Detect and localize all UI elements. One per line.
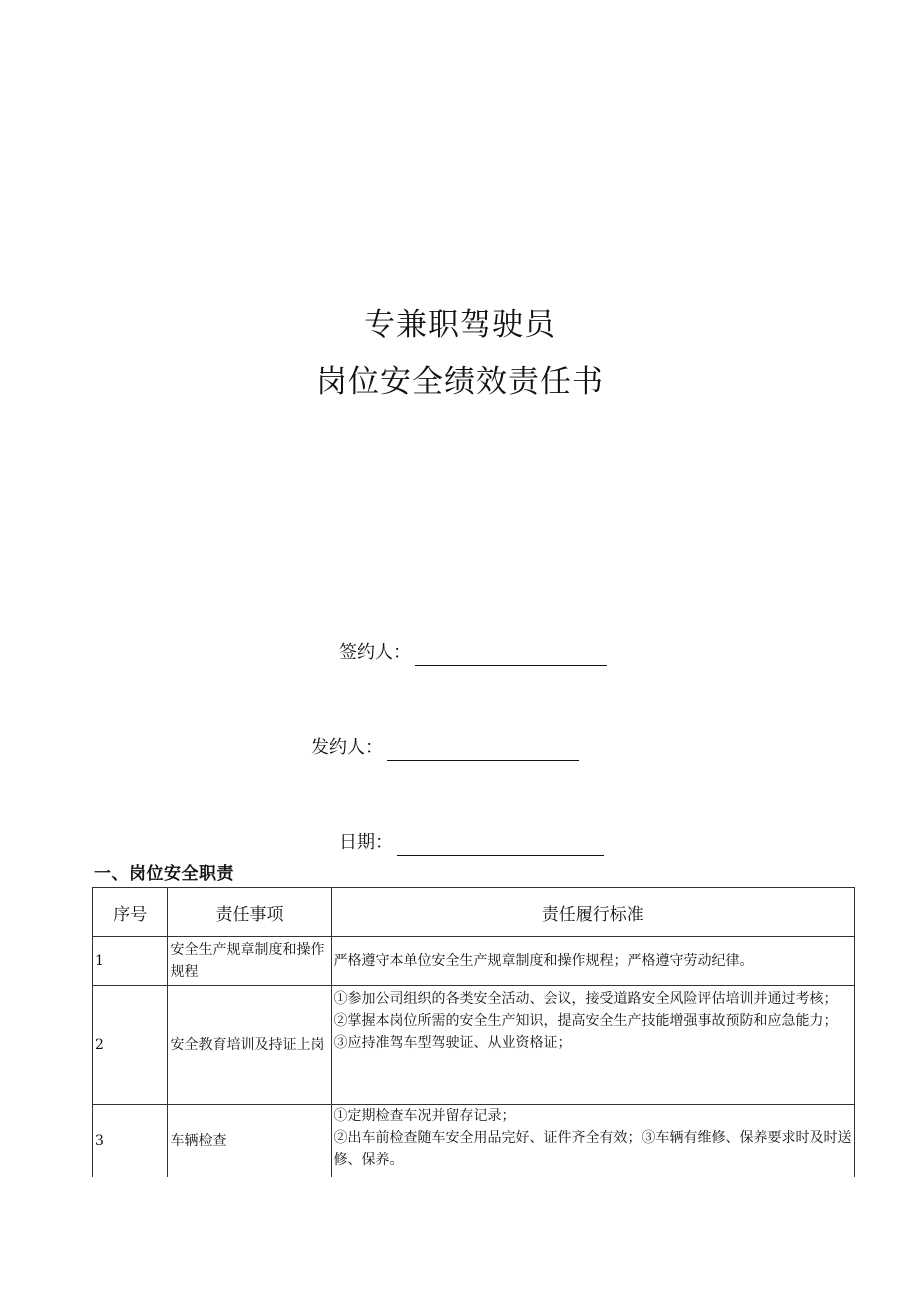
standard-line: ②出车前检查随车安全用品完好、证件齐全有效；③车辆有维修、保养要求时及时送修、保养。 bbox=[333, 1130, 852, 1168]
date-label: 日期： bbox=[339, 832, 393, 853]
standard-line: 严格遵守本单位安全生产规章制度和操作规程；严格遵守劳动纪律。 bbox=[333, 953, 754, 969]
row-item: 安全生产规章制度和操作规程 bbox=[168, 937, 331, 986]
row-no: 2 bbox=[93, 986, 168, 1105]
document-title-line1: 专兼职驾驶员 bbox=[364, 307, 556, 343]
issuer-label: 发约人： bbox=[311, 737, 383, 758]
row-standard bbox=[331, 1105, 854, 1178]
table-row bbox=[93, 1105, 855, 1178]
table-header-row bbox=[93, 888, 855, 937]
header-no: 序号 bbox=[93, 888, 168, 937]
issuer-row bbox=[311, 731, 579, 761]
row-no: 1 bbox=[93, 937, 168, 986]
standard-line: ③应持准驾车型驾驶证、从业资格证； bbox=[333, 1035, 572, 1051]
standard-line: ②掌握本岗位所需的安全生产知识，提高安全生产技能增强事故预防和应急能力； bbox=[333, 1013, 838, 1029]
document-title-line2: 岗位安全绩效责任书 bbox=[316, 364, 604, 400]
standard-line: ①定期检查车况并留存记录； bbox=[333, 1108, 516, 1124]
row-item: 安全教育培训及持证上岗 bbox=[168, 986, 331, 1105]
row-item: 车辆检查 bbox=[168, 1105, 331, 1178]
signer-label: 签约人： bbox=[339, 642, 411, 663]
table-row bbox=[93, 986, 855, 1105]
signer-blank-line[interactable] bbox=[415, 641, 607, 666]
date-blank-line[interactable] bbox=[397, 831, 604, 856]
issuer-blank-line[interactable] bbox=[387, 736, 579, 761]
duty-table bbox=[92, 887, 855, 1177]
row-no: 3 bbox=[93, 1105, 168, 1178]
section-title: 一、岗位安全职责 bbox=[94, 864, 234, 884]
table-row bbox=[93, 937, 855, 986]
header-standard: 责任履行标准 bbox=[331, 888, 854, 937]
row-standard bbox=[331, 986, 854, 1105]
row-standard bbox=[331, 937, 854, 986]
date-row bbox=[339, 826, 604, 856]
signer-row bbox=[339, 636, 607, 666]
header-item: 责任事项 bbox=[168, 888, 331, 937]
standard-line: ①参加公司组织的各类安全活动、会议，接受道路安全风险评估培训并通过考核； bbox=[333, 991, 838, 1007]
